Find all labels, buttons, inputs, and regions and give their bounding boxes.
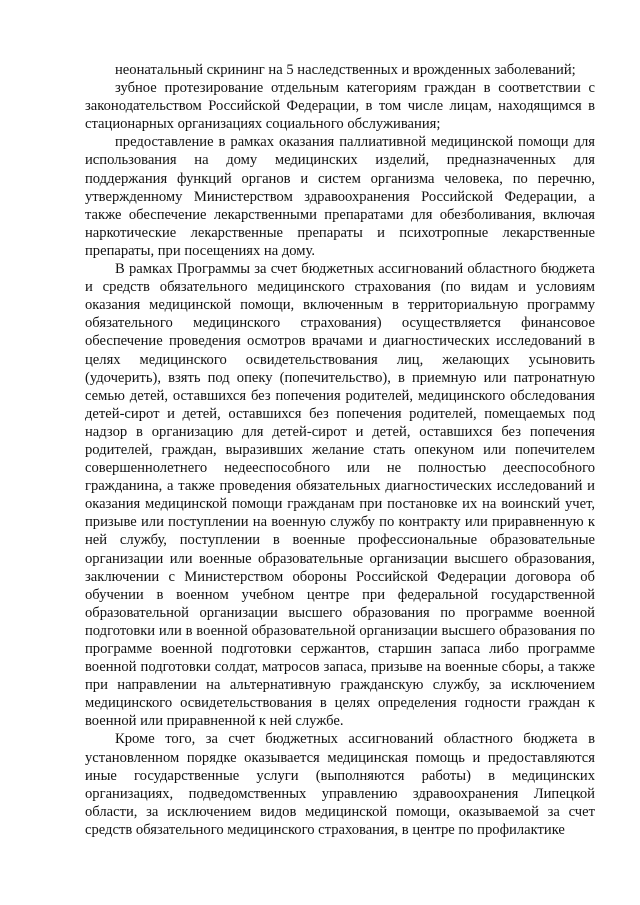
paragraph-screening: неонатальный скрининг на 5 наследственных и врожденных заболеваний; bbox=[115, 62, 576, 78]
paragraph-program-funding: В рамках Программы за счет бюджетных ассигнований областного бюджета и средств обязательного медицинского страхования (по видам и условиям оказания медицинской помощи, включенным в территориальную программу обязательного медицинского страхования) осуществляется финансовое обеспечение проведения осмотров врачами и диагностических исследований в целях медицинского освидетельствования лиц, желающих усыновить (удочерить), взять под опеку (попечительство), в приемную или патронатную семью детей, оставшихся без попечения родителей, медицинского обследования детей-сирот и детей, оставшихся без попечения родителей, помещаемых под надзор в организацию для детей-сирот и детей, оставшихся без попечения родителей, граждан, выразивших желание стать опекуном или попечителем совершеннолетнего недееспособного или не полностью дееспособного гражданина, а также проведения обязательных диагностических исследований и оказания медицинской помощи гражданам при постановке их на воинский учет, призыве или поступлении на военную службу по контракту или приравненную к ней службу, поступлении в военные профессиональные образовательные организации или военные образовательные организации высшего образования, заключении с Министерством обороны Российской Федерации договора об обучении в военном учебном центре при федеральной государственной образовательной организации высшего образования по программе военной подготовки или в военной образовательной организации высшего образования по программе военной подготовки сержантов, старшин запаса либо программе военной подготовки солдат, матросов запаса, призыве на военные сборы, а также при направлении на альтернативную гражданскую службу, за исключением медицинского освидетельствования в целях определения годности граждан к военной или приравненной к ней службе. bbox=[85, 261, 595, 730]
paragraph-dental-prosthetics: зубное протезирование отдельным категориям граждан в соответствии с законодательством Российской Федерации, в том числе лицам, находящимся в стационарных организациях социального обслуживания; bbox=[85, 80, 595, 133]
document-page bbox=[87, 61, 595, 839]
paragraph-palliative-care: предоставление в рамках оказания паллиативной медицинской помощи для использования на дому медицинских изделий, предназначенных для поддержания функций органов и систем организма человека, по перечню, утвержденному Министерством здравоохранения Российской Федерации, а также обеспечение лекарственными препаратами для обезболивания, включая наркотические лекарственные препараты и психотропные лекарственные препараты, при посещениях на дому. bbox=[85, 134, 595, 259]
paragraph-regional-budget: Кроме того, за счет бюджетных ассигнований областного бюджета в установленном порядке оказывается медицинская помощь и предоставляются иные государственные услуги (выполняются работы) в медицинских организациях, подведомственных управлению здравоохранения Липецкой области, за исключением видов медицинской помощи, оказываемой за счет средств обязательного медицинского страхования, в центре по профилактике bbox=[85, 731, 595, 838]
document-body bbox=[85, 61, 595, 839]
